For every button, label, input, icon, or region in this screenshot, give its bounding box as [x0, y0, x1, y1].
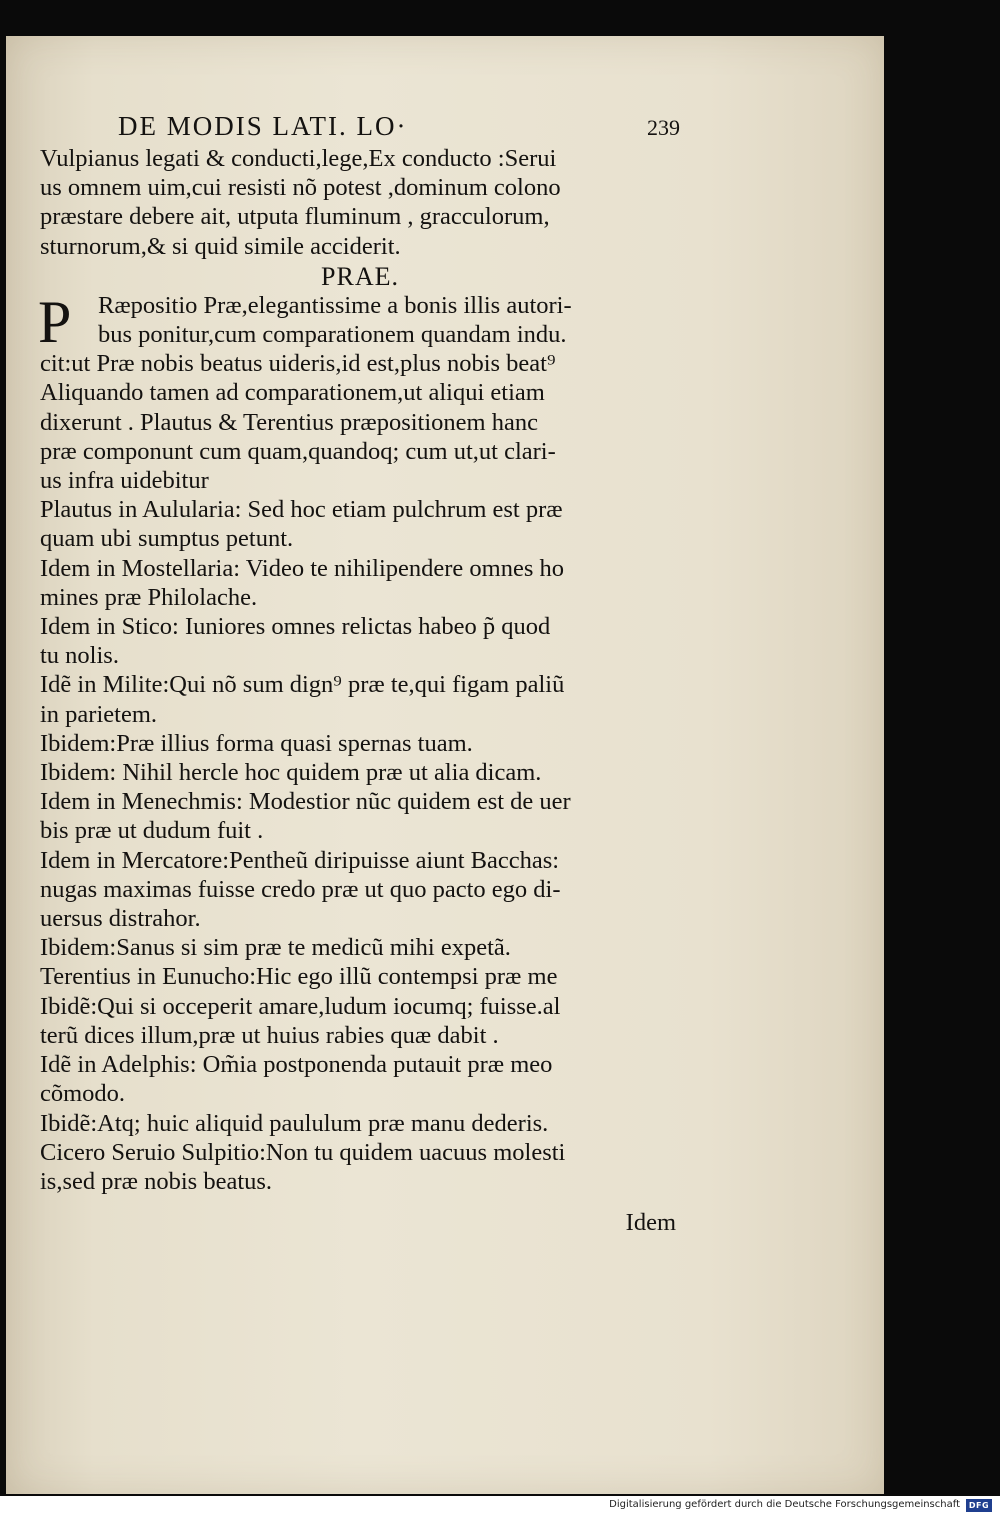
text-line: Plautus in Aulularia: Sed hoc etiam pulchrum est præ — [40, 496, 563, 524]
text-line: sturnorum,& si quid simile acciderit. — [40, 232, 401, 260]
text-line: us omnem uim,cui resisti nõ potest ,dominum colono — [40, 174, 561, 202]
drop-cap-initial: P — [38, 288, 72, 355]
page-number: 239 — [647, 115, 680, 140]
text-line: quam ubi sumptus petunt. — [40, 525, 294, 553]
text-line: Idem in Stico: Iuniores omnes relictas habeo p̃ quod — [40, 613, 551, 641]
text-line: Ibidem:Præ illius forma quasi spernas tuam. — [40, 729, 473, 757]
running-head-title: DE MODIS LATI. LO· — [118, 111, 408, 141]
text-before-section — [40, 144, 680, 261]
text-line: Ibidem:Sanus si sim præ te medicũ mihi expetã. — [40, 934, 511, 962]
text-line: Ibidẽ:Atq; huic aliquid paululum præ manu dederis. — [40, 1109, 549, 1137]
text-line: Idem in Menechmis: Modestior nũc quidem est de uer — [40, 788, 571, 816]
text-line: bis præ ut dudum fuit . — [40, 817, 264, 845]
text-line: Idẽ in Adelphis: Om̃ia postponenda putauit præ meo — [40, 1051, 553, 1079]
text-line: mines præ Philolache. — [40, 583, 258, 611]
text-line: Aliquando tamen ad comparationem,ut aliqui etiam — [40, 379, 545, 407]
book-page — [6, 36, 884, 1494]
text-line: Ibidẽ:Qui si occeperit amare,ludum iocumq; fuisse.al — [40, 992, 561, 1020]
text-line: præ componunt cum quam,quandoq; cum ut,ut clari- — [40, 437, 556, 465]
dfg-logo-icon: DFG — [966, 1499, 992, 1512]
footer-bar — [0, 1496, 1000, 1516]
text-line: Idẽ in Milite:Qui nõ sum dign⁹ præ te,qui figam paliũ — [40, 671, 565, 699]
text-line: us infra uidebitur — [40, 467, 209, 495]
text-line: Idem in Mostellaria: Video te nihilipendere omnes ho — [40, 554, 565, 582]
text-line: Vulpianus legati & conducti,lege,Ex conducto :Serui — [40, 145, 557, 172]
body-text — [40, 349, 680, 1196]
text-line: Cicero Seruio Sulpitio:Non tu quidem uacuus molesti — [40, 1138, 566, 1166]
text-line: Terentius in Eunucho:Hic ego illũ contempsi præ me — [40, 963, 558, 991]
text-line: tu nolis. — [40, 642, 119, 670]
funding-credit: Digitalisierung gefördert durch die Deutsche Forschungsgemeinschaft — [609, 1499, 960, 1510]
text-line: cõmodo. — [40, 1080, 126, 1108]
text-line: dixerunt . Plautus & Terentius præpositionem hanc — [40, 408, 538, 436]
running-head — [40, 112, 680, 144]
text-line: uersus distrahor. — [40, 905, 201, 933]
text-line: in parietem. — [40, 700, 158, 728]
page-text-block — [40, 112, 680, 1237]
section-heading: PRAE. — [321, 261, 399, 291]
text-line: terũ dices illum,præ ut huius rabies quæ dabit . — [40, 1021, 499, 1049]
catchword: Idem — [625, 1209, 676, 1237]
text-line: bus ponitur,cum comparationem quandam indu. — [98, 321, 567, 349]
initial-paragraph — [38, 288, 680, 355]
text-line: præstare debere ait, utputa fluminum , gracculorum, — [40, 203, 550, 231]
text-line: Ræpositio Præ,elegantissime a bonis illis autori- — [98, 291, 572, 319]
text-line: nugas maximas fuisse credo præ ut quo pacto ego di- — [40, 875, 561, 903]
text-line: cit:ut Præ nobis beatus uideris,id est,plus nobis beat⁹ — [40, 350, 556, 378]
text-line: is,sed præ nobis beatus. — [40, 1167, 273, 1195]
text-line: Idem in Mercatore:Pentheũ diripuisse aiunt Bacchas: — [40, 846, 560, 874]
text-line: Ibidem: Nihil hercle hoc quidem præ ut alia dicam. — [40, 759, 542, 787]
